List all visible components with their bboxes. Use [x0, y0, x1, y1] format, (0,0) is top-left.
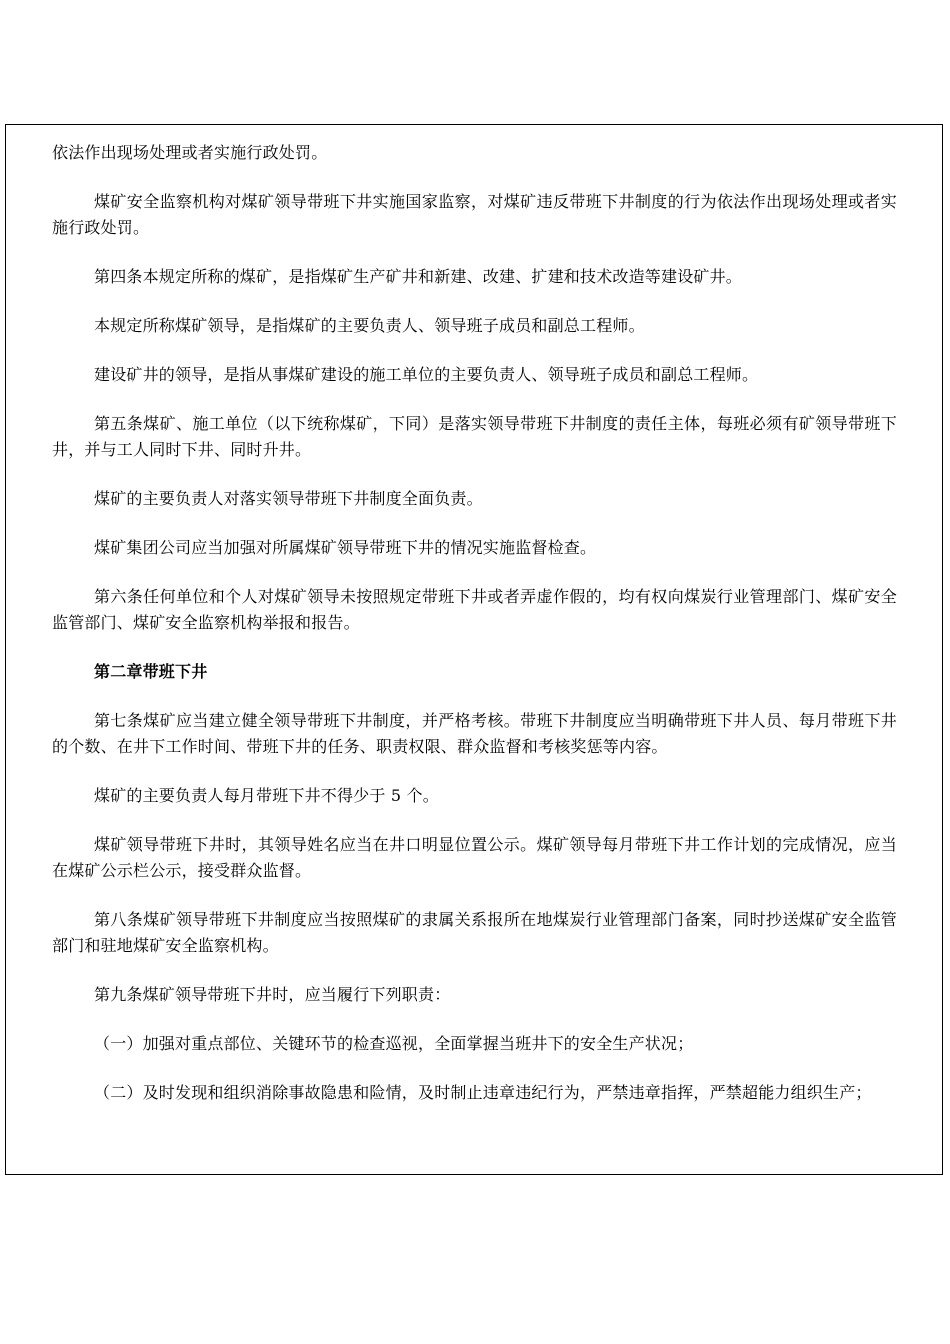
paragraph: 煤矿集团公司应当加强对所属煤矿领导带班下井的情况实施监督检查。 — [94, 538, 597, 557]
paragraph: 本规定所称煤矿领导，是指煤矿的主要负责人、领导班子成员和副总工程师。 — [94, 316, 645, 335]
paragraph: 第七条煤矿应当建立健全领导带班下井制度，并严格考核。带班下井制度应当明确带班下井人员、每月带班下井的个数、在井下工作时间、带班下井的任务、职责权限、群众监督和考核奖惩等内容。 — [52, 711, 897, 756]
paragraph: 第六条任何单位和个人对煤矿领导未按照规定带班下井或者弄虚作假的，均有权向煤炭行业管理部门、煤矿安全监管部门、煤矿安全监察机构举报和报告。 — [52, 587, 897, 632]
paragraph: （二）及时发现和组织消除事故隐患和险情，及时制止违章违纪行为，严禁违章指挥，严禁超能力组织生产； — [94, 1083, 872, 1102]
paragraph: 煤矿的主要负责人对落实领导带班下井制度全面负责。 — [94, 489, 483, 508]
paragraph: 第四条本规定所称的煤矿，是指煤矿生产矿井和新建、改建、扩建和技术改造等建设矿井。 — [94, 267, 743, 286]
chapter-heading: 第二章带班下井 — [94, 662, 208, 681]
paragraph: 煤矿安全监察机构对煤矿领导带班下井实施国家监察，对煤矿违反带班下井制度的行为依法作出现场处理或者实施行政处罚。 — [52, 192, 897, 237]
paragraph: 建设矿井的领导，是指从事煤矿建设的施工单位的主要负责人、领导班子成员和副总工程师。 — [94, 365, 759, 384]
document-body — [52, 140, 897, 1129]
paragraph: 第九条煤矿领导带班下井时，应当履行下列职责： — [94, 985, 451, 1004]
paragraph: （一）加强对重点部位、关键环节的检查巡视，全面掌握当班井下的安全生产状况； — [94, 1034, 694, 1053]
paragraph: 煤矿领导带班下井时，其领导姓名应当在井口明显位置公示。煤矿领导每月带班下井工作计划的完成情况，应当在煤矿公示栏公示，接受群众监督。 — [52, 835, 897, 880]
paragraph: 第八条煤矿领导带班下井制度应当按照煤矿的隶属关系报所在地煤炭行业管理部门备案，同时抄送煤矿安全监管部门和驻地煤矿安全监察机构。 — [52, 910, 897, 955]
paragraph: 第五条煤矿、施工单位（以下统称煤矿，下同）是落实领导带班下井制度的责任主体，每班必须有矿领导带班下井，并与工人同时下井、同时升井。 — [52, 414, 897, 459]
paragraph: 依法作出现场处理或者实施行政处罚。 — [52, 143, 328, 162]
paragraph: 煤矿的主要负责人每月带班下井不得少于 5 个。 — [94, 786, 439, 805]
